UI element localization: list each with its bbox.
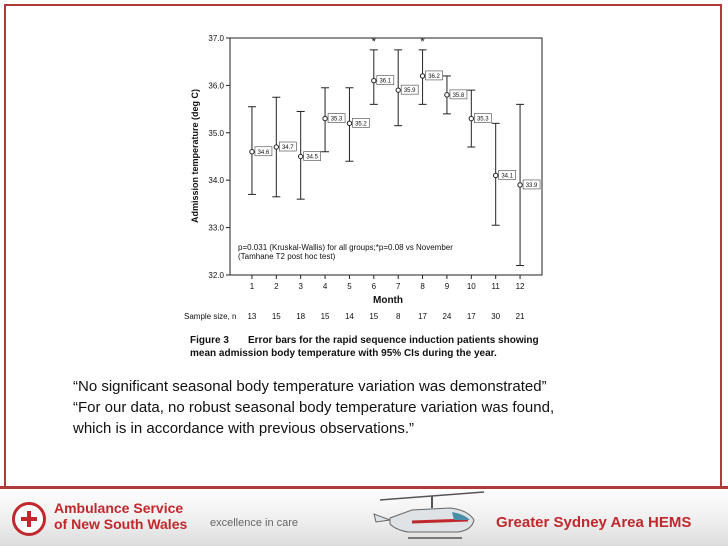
quote-line-1: “No significant seasonal body temperature variation was demonstrated” <box>73 378 547 395</box>
sample-size-label: Sample size, n <box>184 312 237 321</box>
sample-size-value: 17 <box>466 312 476 321</box>
caption-line-1: Error bars for the rapid sequence induction patients showing <box>248 335 539 346</box>
sample-size-value: 15 <box>271 312 281 321</box>
x-tick-label: 3 <box>298 282 303 291</box>
sample-size-value: 15 <box>320 312 330 321</box>
significance-star: * <box>420 35 425 48</box>
quote-line-3: which is in accordance with previous observations.” <box>73 420 414 437</box>
value-label: 34.7 <box>281 145 294 152</box>
y-axis-label: Admission temperature (deg C) <box>190 88 200 224</box>
org-name-line-2: of New South Wales <box>54 516 188 532</box>
sample-size-value: 17 <box>418 312 428 321</box>
x-axis-label: Month <box>373 295 403 306</box>
y-tick-label: 34.0 <box>208 176 224 186</box>
x-tick-label: 7 <box>395 282 401 291</box>
sample-size-value: 18 <box>296 312 306 321</box>
x-tick-label: 9 <box>444 282 450 291</box>
mean-point <box>323 116 327 120</box>
sample-size-value: 14 <box>344 312 354 321</box>
mean-point <box>298 154 302 158</box>
y-tick-label: 35.0 <box>208 128 224 138</box>
hems-title: Greater Sydney Area HEMS <box>496 514 692 531</box>
x-tick-label: 11 <box>491 282 500 291</box>
value-label: 35.2 <box>355 121 367 128</box>
cross-icon <box>20 510 38 528</box>
annotation-line-2: (Tamhane T2 post hoc test) <box>238 252 336 261</box>
x-tick-label: 1 <box>249 282 255 291</box>
sample-size-value: 24 <box>442 312 452 321</box>
mean-point <box>396 88 400 92</box>
value-label: 35.3 <box>476 116 489 123</box>
x-tick-label: 2 <box>274 282 279 291</box>
value-label: 35.3 <box>330 116 343 123</box>
y-tick-label: 32.0 <box>208 271 224 280</box>
value-label: 33.9 <box>525 182 538 189</box>
caption-figure-label: Figure 3 <box>190 335 229 346</box>
sample-size-value: 30 <box>491 312 501 321</box>
mean-point <box>250 150 254 154</box>
value-label: 34.5 <box>306 154 319 161</box>
value-label: 35.8 <box>452 92 465 99</box>
value-label: 34.1 <box>501 173 514 180</box>
mean-point <box>420 74 424 78</box>
value-label: 34.6 <box>257 149 270 156</box>
mean-point <box>372 78 376 82</box>
significance-star: * <box>371 35 376 48</box>
x-tick-label: 5 <box>347 282 352 291</box>
x-tick-label: 8 <box>420 282 425 291</box>
y-tick-label: 37.0 <box>208 34 224 43</box>
helicopter-icon <box>372 488 492 546</box>
mean-point <box>469 116 473 120</box>
quotes-block <box>73 376 693 439</box>
value-label: 35.9 <box>403 88 416 95</box>
error-bar-chart <box>170 28 570 368</box>
mean-point <box>445 93 449 97</box>
sample-size-value: 21 <box>515 312 525 321</box>
x-tick-label: 10 <box>466 282 476 291</box>
y-tick-label: 33.0 <box>208 223 224 233</box>
mean-point <box>274 145 278 149</box>
quote-line-2: “For our data, no robust seasonal body temperature variation was found, <box>73 399 555 416</box>
mean-point <box>493 173 497 177</box>
value-label: 36.1 <box>379 78 392 85</box>
org-name-line-1: Ambulance Service <box>54 500 184 516</box>
x-tick-label: 12 <box>515 282 525 291</box>
sample-size-value: 15 <box>369 312 379 321</box>
sample-size-value: 13 <box>247 312 257 321</box>
tagline: excellence in care <box>210 517 299 529</box>
y-tick-label: 36.0 <box>208 81 224 91</box>
value-label: 36.2 <box>428 73 440 80</box>
x-tick-label: 6 <box>371 282 377 291</box>
org-name <box>54 500 187 532</box>
sample-size-value: 8 <box>395 312 401 321</box>
footer-divider <box>0 486 728 489</box>
x-tick-label: 4 <box>322 282 328 291</box>
caption-line-2: mean admission body temperature with 95% CIs during the year. <box>190 348 497 359</box>
annotation-line-1: p=0.031 (Kruskal-Wallis) for all groups;*p=0.08 vs November <box>238 243 453 252</box>
mean-point <box>347 121 351 125</box>
mean-point <box>518 183 522 187</box>
